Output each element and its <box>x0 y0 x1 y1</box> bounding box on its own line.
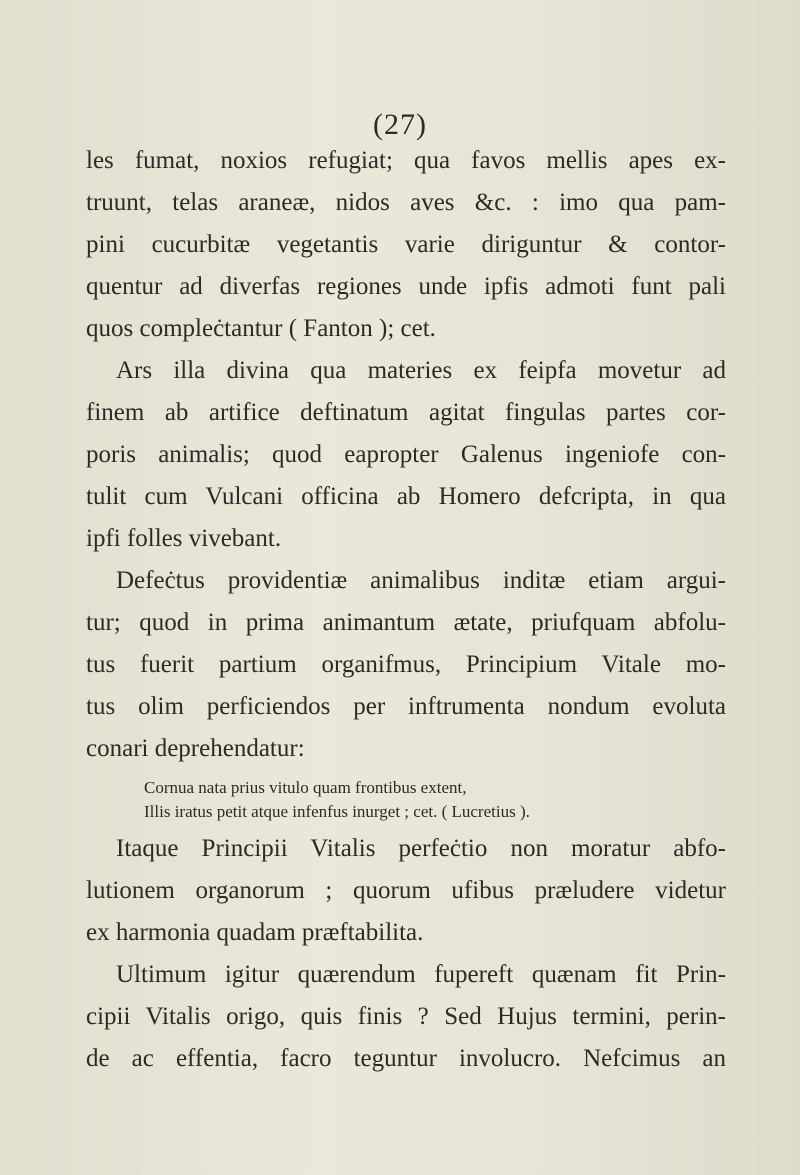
paragraph <box>86 350 726 560</box>
text-line: ex harmonia quadam præftabilita. <box>86 919 424 946</box>
text-line: finem ab artifice deftinatum agitat fingulas partes cor- <box>86 399 726 426</box>
body-text <box>86 140 726 1080</box>
text-line: Defeċtus providentiæ animalibus inditæ etiam argui- <box>116 567 726 594</box>
text-line: Ars illa divina qua materies ex feipfa movetur ad <box>116 357 726 384</box>
paragraph <box>86 140 726 350</box>
text-line: tus fuerit partium organifmus, Principium Vitale mo- <box>86 651 726 678</box>
text-line: de ac effentia, facro teguntur involucro. Nefcimus an <box>86 1045 726 1072</box>
text-line: conari deprehendatur: <box>86 735 305 762</box>
quote-line: Cornua nata prius vitulo quam frontibus extent, <box>144 778 467 797</box>
text-line: pini cucurbitæ vegetantis varie diriguntur & contor- <box>86 231 726 258</box>
text-line: cipii Vitalis origo, quis finis ? Sed Hujus termini, perin- <box>86 1003 726 1030</box>
paragraph <box>86 828 726 954</box>
text-line: tur; quod in prima animantum ætate, priufquam abfolu- <box>86 609 726 636</box>
verse-quote <box>86 776 726 824</box>
text-line: tus olim perficiendos per inftrumenta nondum evoluta <box>86 693 726 720</box>
quote-line: Illis iratus petit atque infenfus inurget ; cet. ( Lucretius ). <box>144 802 530 821</box>
text-line: Ultimum igitur quærendum fupereft quænam fit Prin- <box>116 961 726 988</box>
text-line: lutionem organorum ; quorum ufibus præludere videtur <box>86 877 726 904</box>
text-line: quentur ad diverfas regiones unde ipfis admoti funt pali <box>86 273 726 300</box>
text-line: quos compleċtantur ( Fanton ); cet. <box>86 315 436 342</box>
text-line: truunt, telas araneæ, nidos aves &c. : imo qua pam- <box>86 189 726 216</box>
text-line: Itaque Principii Vitalis perfeċtio non moratur abfo- <box>116 835 726 862</box>
page-number: (27) <box>373 108 427 141</box>
paragraph <box>86 954 726 1080</box>
text-line: les fumat, noxios refugiat; qua favos mellis apes ex- <box>86 147 726 174</box>
paragraph <box>86 560 726 770</box>
text-line: ipfi folles vivebant. <box>86 525 282 552</box>
text-line: tulit cum Vulcani officina ab Homero defcripta, in qua <box>86 483 726 510</box>
text-line: poris animalis; quod eapropter Galenus ingeniofe con- <box>86 441 726 468</box>
